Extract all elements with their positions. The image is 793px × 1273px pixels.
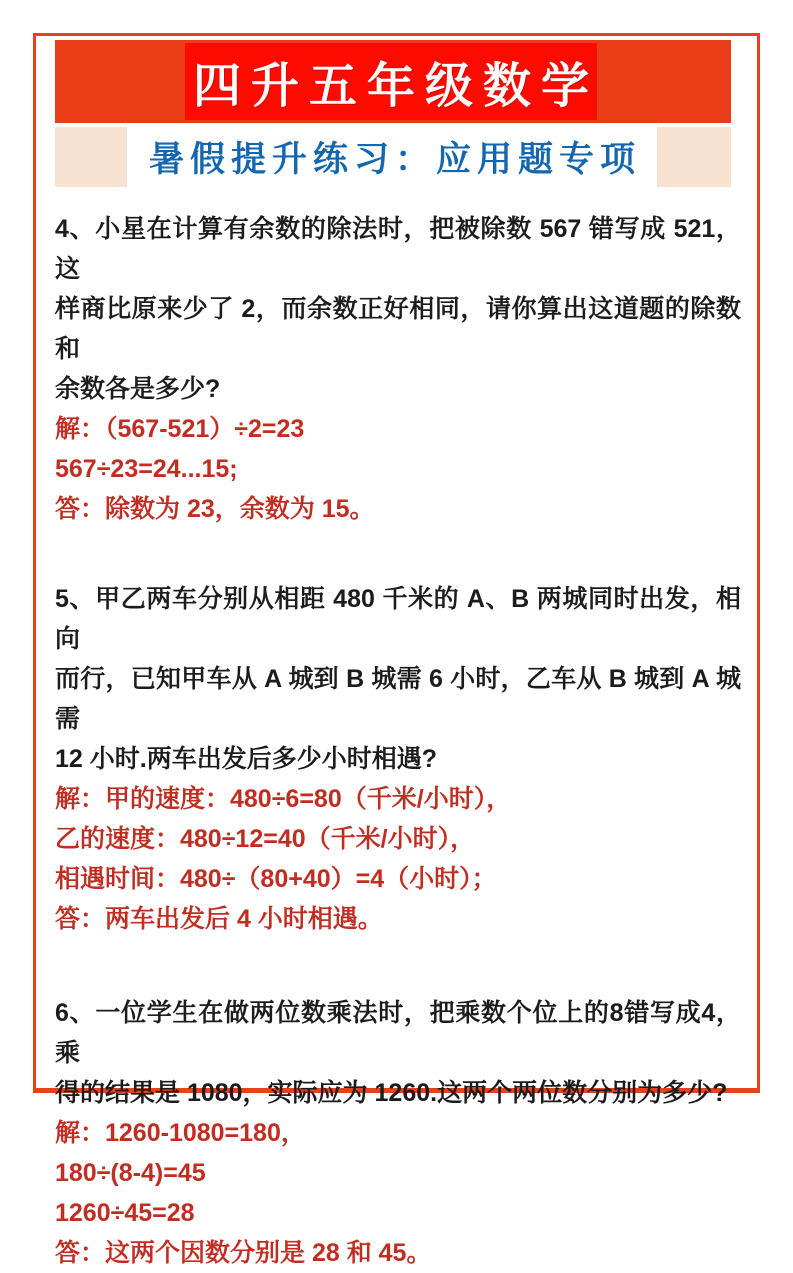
answer-line: 答：这两个因数分别是 28 和 45。 [55, 1239, 432, 1267]
solution-line: 1260÷45=28 [55, 1199, 195, 1227]
statement-line: 5、甲乙两车分别从相距 480 千米的 A、B 两城同时出发，相向 [55, 585, 741, 653]
statement-line: 4、小星在计算有余数的除法时，把被除数 567 错写成 521，这 [55, 215, 741, 283]
statement-line: 样商比原来少了 2，而余数正好相同，请你算出这道题的除数和 [55, 295, 741, 363]
problem-6 [55, 993, 741, 1273]
statement-line: 12 小时.两车出发后多少小时相遇? [55, 745, 437, 773]
statement-line: 而行，已知甲车从 A 城到 B 城需 6 小时，乙车从 B 城到 A 城需 [55, 665, 741, 733]
statement-line: 得的结果是 1080，实际应为 1260.这两个两位数分别为多少? [55, 1079, 728, 1107]
answer-line: 答：两车出发后 4 小时相遇。 [55, 905, 383, 933]
solution-line: 解：（567-521）÷2=23 [55, 415, 305, 443]
statement-line: 余数各是多少? [55, 375, 221, 403]
statement-line: 6、一位学生在做两位数乘法时，把乘数个位上的8错写成4，乘 [55, 999, 741, 1067]
answer-line: 答：除数为 23，余数为 15。 [55, 495, 375, 523]
problem-4 [55, 209, 741, 529]
subtitle-strip [55, 127, 731, 187]
solution-line: 解：甲的速度：480÷6=80（千米/小时）， [55, 785, 512, 813]
solution-line: 解：1260-1080=180， [55, 1119, 306, 1147]
page-title: 四升五年级数学 [193, 60, 600, 113]
solution-line: 乙的速度：480÷12=40（千米/小时）， [55, 825, 476, 853]
page-subtitle: 暑假提升练习：应用题专项 [148, 140, 641, 179]
solution-line: 相遇时间：480÷（80+40）=4（小时）； [55, 865, 497, 893]
solution-line: 180÷(8-4)=45 [55, 1159, 206, 1187]
title-box [185, 43, 600, 120]
problems-list [55, 209, 741, 1273]
subtitle-box [127, 126, 657, 188]
solution-line: 567÷23=24...15; [55, 455, 238, 483]
page-border-frame [33, 33, 760, 1267]
problem-5 [55, 579, 741, 939]
header-banner [55, 40, 731, 123]
